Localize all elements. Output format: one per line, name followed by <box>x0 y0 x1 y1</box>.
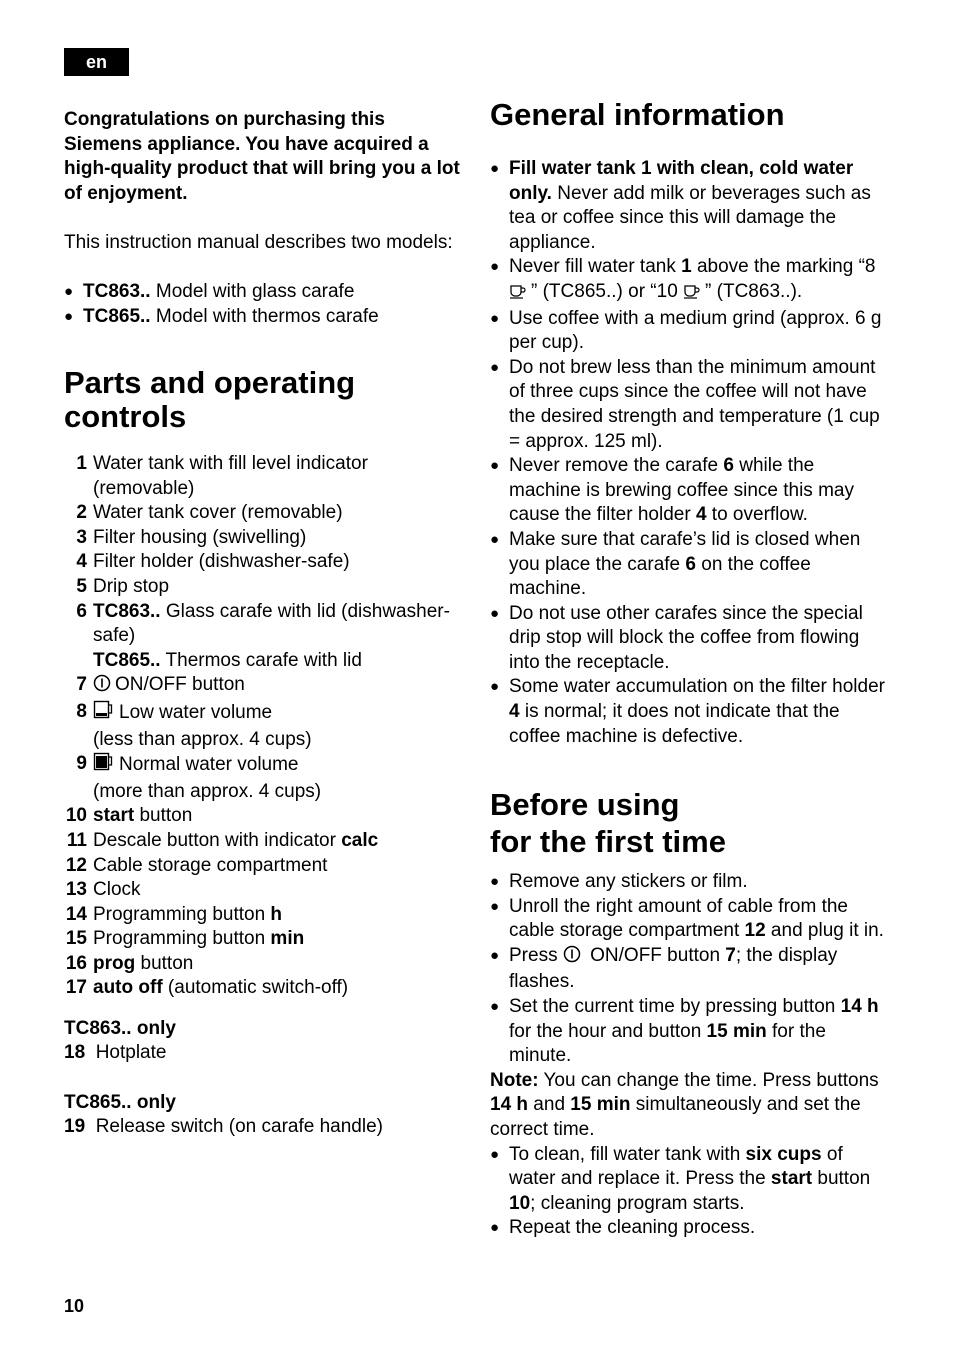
bullet-bold: 1 <box>681 256 692 278</box>
parts-heading: Parts and operating controls <box>64 365 356 434</box>
part-text: Hotplate <box>95 1042 167 1063</box>
part-text: Clock <box>93 879 141 901</box>
list-item: 6 TC863.. Glass carafe with lid (dishwasher-safe) TC865.. Thermos carafe with lid <box>76 600 450 671</box>
part-text: Low water volume <box>119 701 273 723</box>
note-bold: 14 h <box>490 1094 529 1116</box>
part-text: ON/OFF button <box>115 674 245 696</box>
bullet-bold: 4 <box>509 701 520 723</box>
part-text: Normal water volume <box>119 754 299 776</box>
bullet-text: Do not brew less than the minimum amount of three cups since the coffee will not have the desired strength and temperature (1 cup = approx. 125 ml). <box>509 356 880 452</box>
before-heading <box>490 786 890 860</box>
list-item: 14 Programming button h <box>65 903 283 925</box>
model-code: TC863.. <box>83 281 151 302</box>
list-item <box>490 255 890 306</box>
part-text: Programming button <box>93 928 271 950</box>
part-text: Release switch (on carafe handle) <box>95 1116 383 1137</box>
part-text: Programming button <box>93 903 271 925</box>
part-keyword: start <box>93 805 135 827</box>
bullet-text: Never add milk or beverages such as tea or coffee since this will damage the appliance. <box>509 182 871 253</box>
bullet-text: To clean, fill water tank with <box>509 1143 746 1165</box>
bullet-text: for the minute. <box>509 1020 826 1067</box>
bullet-bold: 12 <box>744 920 766 942</box>
tc865-only-label: TC865.. only <box>64 1092 176 1113</box>
note-text: and <box>528 1094 571 1116</box>
list-item <box>490 356 890 454</box>
part-keyword: calc <box>341 829 379 851</box>
part-text: Water tank cover (removable) <box>93 502 343 524</box>
model-item <box>64 280 464 305</box>
intro-congratulations: Congratulations on purchasing this Siemens appliance. You have acquired a high-quality product that will bring you a lot of enjoyment. <box>64 109 460 204</box>
cup-icon <box>509 282 527 307</box>
part-text: (less than approx. 4 cups) <box>93 728 312 750</box>
model-list <box>64 280 464 329</box>
list-item: 11 Descale button with indicator calc <box>66 829 379 851</box>
part-text: Filter holder (dishwasher-safe) <box>93 551 350 573</box>
list-item: 1 Water tank with fill level indicator (removable) <box>76 453 368 499</box>
bullet-text: Unroll the right amount of cable from the cable storage compartment <box>509 895 849 942</box>
bullet-bold: six cups <box>745 1143 822 1165</box>
part-text: Water tank with fill level indicator (removable) <box>93 453 368 499</box>
list-item <box>490 307 890 356</box>
list-item <box>490 675 890 749</box>
bullet-text: ; the display flashes. <box>509 944 838 993</box>
list-item <box>490 1143 890 1217</box>
low-water-icon <box>93 700 115 728</box>
bullet-text: to overflow. <box>706 504 808 526</box>
part-keyword: auto off <box>93 977 163 999</box>
list-item <box>490 1216 890 1241</box>
intro-text: This instruction manual describes two models: <box>64 232 453 253</box>
list-item: 16 prog button <box>65 952 194 974</box>
bullet-text: Never fill water tank <box>509 256 682 278</box>
list-item <box>490 157 890 255</box>
cup-icon <box>683 282 701 307</box>
bullet-text: ” (TC865..) or “10 <box>531 280 684 302</box>
bullet-text: Do not use other carafes since the special drip stop will block the coffee from flowing into the receptacle. <box>509 602 863 673</box>
list-item: 12 Cable storage compartment <box>65 854 328 876</box>
list-item: 18 Hotplate <box>64 1042 167 1063</box>
list-item: 17 auto off (automatic switch-off) <box>65 977 349 999</box>
bullet-text: Make sure that carafe’s lid is closed when you place the carafe <box>509 528 861 575</box>
part-text: Glass carafe with lid (dishwasher-safe) <box>93 600 450 647</box>
part-text: (more than approx. 4 cups) <box>93 780 322 802</box>
list-item: 8 Low water volume (less than approx. 4 cups) <box>76 700 312 750</box>
bullet-bold: Fill water tank 1 with clean, cold water only. <box>509 158 854 204</box>
note-text: You can change the time. Press buttons <box>538 1069 879 1091</box>
parts-list <box>64 452 464 1001</box>
bullet-text: ; cleaning program starts. <box>530 1192 745 1214</box>
part-keyword: min <box>270 928 305 950</box>
model-item <box>64 305 464 330</box>
power-icon <box>93 674 111 700</box>
bullet-text: Press <box>509 944 563 966</box>
part-text: Descale button with indicator <box>93 829 342 851</box>
note-text: simultaneously and set the correct time. <box>490 1094 861 1140</box>
bullet-text: Remove any stickers or film. <box>509 871 748 892</box>
bullet-bold: 6 <box>685 553 696 575</box>
part-text: (automatic switch-off) <box>162 977 349 999</box>
list-item: 7 ON/OFF button <box>64 673 464 700</box>
list-item <box>490 895 890 944</box>
general-list <box>490 157 890 749</box>
bullet-text: is normal; it does not indicate that the coffee machine is defective. <box>509 701 840 747</box>
list-item <box>490 995 890 1069</box>
list-item <box>490 454 890 528</box>
list-item <box>490 870 890 895</box>
list-item <box>490 602 890 676</box>
normal-water-icon <box>93 752 115 780</box>
list-item: 2 Water tank cover (removable) <box>76 502 343 524</box>
list-item: 19 Release switch (on carafe handle) <box>64 1116 383 1137</box>
bullet-text: ON/OFF button <box>584 944 726 966</box>
bullet-text: for the hour and button <box>509 1020 707 1042</box>
bullet-text: Use coffee with a medium grind (approx. 6 g per cup). <box>509 307 882 354</box>
bullet-bold: start <box>770 1168 813 1190</box>
list-item: 15 Programming button min <box>65 928 305 950</box>
list-item: 10 start button <box>65 805 193 827</box>
bullet-bold: 7 <box>725 944 736 966</box>
part-text: button <box>134 805 193 827</box>
bullet-text: Set the current time by pressing button <box>509 995 841 1017</box>
bullet-bold: 6 <box>723 455 734 477</box>
list-item: 3 Filter housing (swivelling) <box>76 526 307 548</box>
power-icon <box>563 945 581 971</box>
list-item <box>490 528 890 602</box>
before-list <box>490 870 890 1241</box>
bullet-text: button <box>812 1168 871 1190</box>
bullet-text: and plug it in. <box>765 920 884 942</box>
bullet-text: Never remove the carafe <box>509 455 724 477</box>
bullet-bold: 14 h <box>840 995 879 1017</box>
part-code: TC863.. <box>93 600 161 622</box>
note-bold: 15 min <box>570 1094 631 1116</box>
language-badge <box>64 48 129 76</box>
bullet-bold: 15 min <box>706 1020 767 1042</box>
list-item: 5 Drip stop <box>76 575 170 597</box>
bullet-bold: 4 <box>695 504 707 526</box>
model-desc: Model with thermos carafe <box>150 305 379 327</box>
part-keyword: prog <box>93 952 136 974</box>
list-item: 4 Filter holder (dishwasher-safe) <box>76 551 350 573</box>
bullet-text: ” (TC863..). <box>705 280 803 302</box>
note <box>490 1069 890 1143</box>
model-desc: Model with glass carafe <box>150 281 355 302</box>
part-text: Thermos carafe with lid <box>160 649 362 671</box>
bullet-text: Repeat the cleaning process. <box>509 1217 756 1239</box>
language-label: en <box>85 51 107 72</box>
model-code: TC865.. <box>83 305 151 327</box>
before-heading-line: Before using <box>490 787 680 822</box>
before-heading-line: for the first time <box>490 824 726 859</box>
list-item: 13 Clock <box>65 879 141 901</box>
bullet-text: Some water accumulation on the filter holder <box>509 676 885 698</box>
bullet-text: of water and replace it. Press the <box>509 1143 843 1190</box>
bullet-bold: 10 <box>509 1192 531 1214</box>
list-item <box>490 944 890 995</box>
part-text: button <box>135 952 194 974</box>
part-keyword: h <box>270 903 283 925</box>
note-label: Note: <box>490 1069 539 1091</box>
part-text: Filter housing (swivelling) <box>93 526 307 548</box>
list-item: 9 Normal water volume (more than approx. 4 cups) <box>76 753 322 802</box>
bullet-text: on the coffee machine. <box>509 553 811 600</box>
part-text: Drip stop <box>93 575 170 597</box>
bullet-text: while the machine is brewing coffee since this may cause the filter holder <box>509 455 854 526</box>
tc863-only-label: TC863.. only <box>64 1018 176 1039</box>
general-heading: General information <box>490 97 785 132</box>
part-text: Cable storage compartment <box>93 854 328 876</box>
page-number: 10 <box>64 1296 85 1316</box>
part-code: TC865.. <box>93 649 161 671</box>
bullet-text: above the marking “8 <box>691 256 876 278</box>
